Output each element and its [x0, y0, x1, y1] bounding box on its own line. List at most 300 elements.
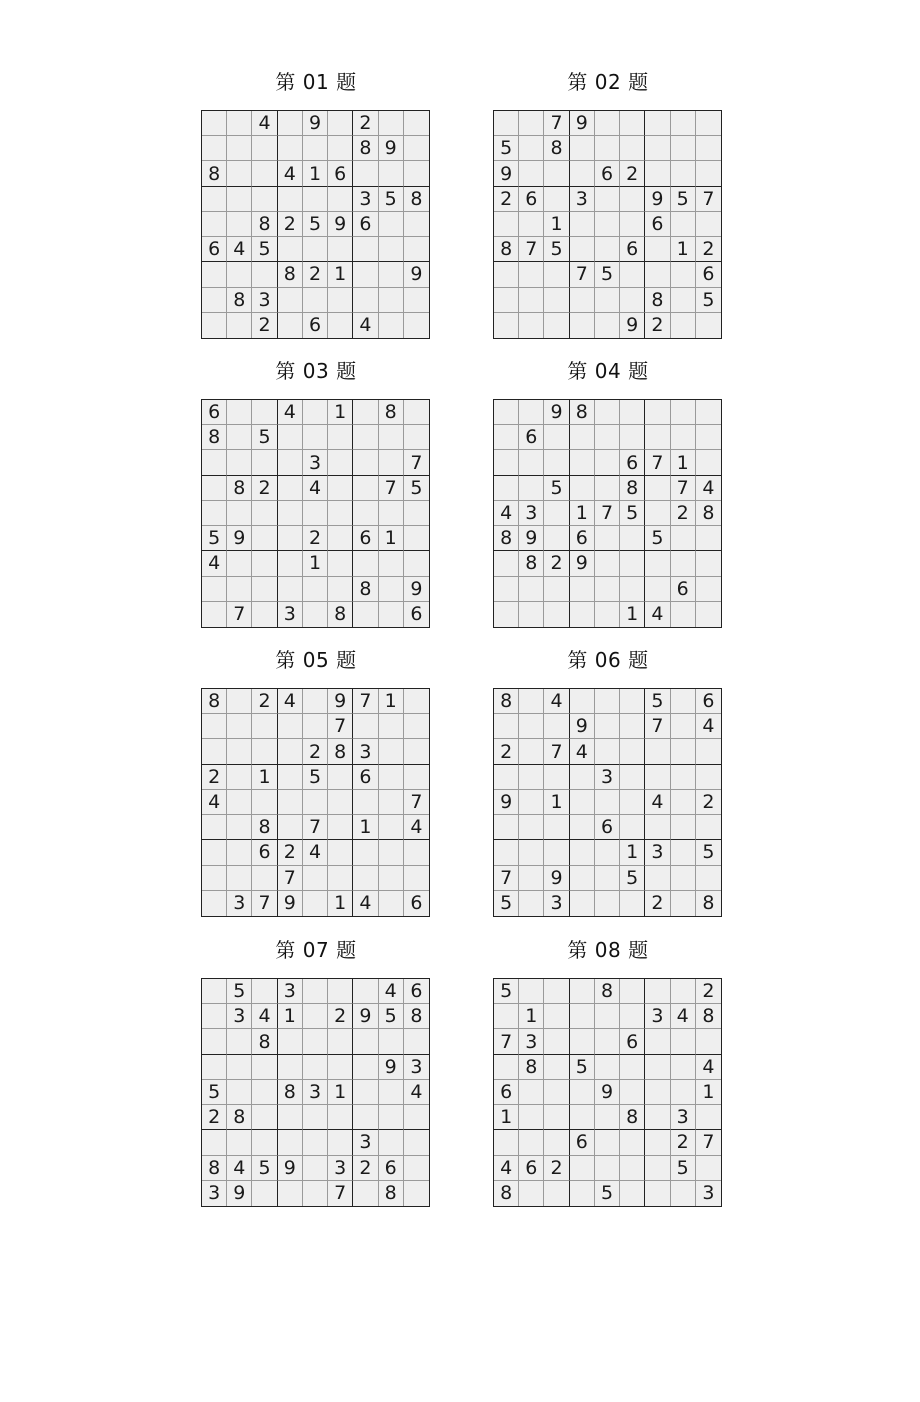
sudoku-cell: 6: [696, 262, 721, 287]
sudoku-cell: [595, 577, 620, 602]
sudoku-cell: [494, 1130, 519, 1155]
sudoku-cell: [671, 765, 696, 790]
sudoku-cell: [353, 288, 378, 313]
sudoku-cell: [303, 1181, 328, 1206]
sudoku-cell: [671, 840, 696, 865]
sudoku-cell: [353, 840, 378, 865]
sudoku-cell: [595, 476, 620, 501]
sudoku-grid: [493, 399, 722, 628]
sudoku-cell: [570, 425, 595, 450]
sudoku-cell: [252, 1105, 277, 1130]
sudoku-cell: [252, 577, 277, 602]
sudoku-cell: [671, 262, 696, 287]
sudoku-cell: [278, 551, 303, 576]
sudoku-cell: 3: [671, 1105, 696, 1130]
sudoku-cell: 2: [278, 212, 303, 237]
sudoku-cell: [696, 313, 721, 338]
sudoku-cell: [671, 815, 696, 840]
sudoku-cell: [620, 577, 645, 602]
sudoku-cell: [595, 187, 620, 212]
sudoku-cell: 9: [303, 111, 328, 136]
sudoku-cell: [519, 866, 544, 891]
sudoku-cell: [202, 815, 227, 840]
sudoku-cell: [570, 1029, 595, 1054]
sudoku-cell: [671, 313, 696, 338]
sudoku-cell: [696, 425, 721, 450]
sudoku-cell: [620, 526, 645, 551]
sudoku-cell: [494, 313, 519, 338]
sudoku-cell: [494, 602, 519, 627]
sudoku-cell: [595, 313, 620, 338]
sudoku-cell: [671, 136, 696, 161]
puzzle-title: 第 06 题: [567, 648, 649, 672]
sudoku-cell: [227, 212, 252, 237]
sudoku-cell: 3: [328, 1156, 353, 1181]
sudoku-cell: 1: [379, 526, 404, 551]
sudoku-cell: [353, 1105, 378, 1130]
sudoku-cell: [278, 187, 303, 212]
sudoku-cell: 9: [404, 577, 429, 602]
sudoku-cell: [645, 476, 670, 501]
sudoku-cell: [620, 1181, 645, 1206]
sudoku-cell: [570, 1105, 595, 1130]
sudoku-cell: [379, 425, 404, 450]
sudoku-cell: [671, 111, 696, 136]
sudoku-cell: [494, 815, 519, 840]
sudoku-cell: [328, 111, 353, 136]
sudoku-cell: [620, 1156, 645, 1181]
sudoku-cell: [303, 891, 328, 916]
sudoku-cell: [379, 450, 404, 475]
sudoku-cell: 4: [404, 1080, 429, 1105]
sudoku-cell: [353, 161, 378, 186]
sudoku-cell: 5: [494, 136, 519, 161]
sudoku-cell: [544, 450, 569, 475]
sudoku-cell: 5: [570, 1055, 595, 1080]
sudoku-cell: [570, 891, 595, 916]
sudoku-cell: 8: [328, 602, 353, 627]
sudoku-cell: [696, 866, 721, 891]
sudoku-cell: [645, 501, 670, 526]
sudoku-cell: [544, 526, 569, 551]
sudoku-cell: [519, 111, 544, 136]
sudoku-cell: [278, 1029, 303, 1054]
sudoku-cell: [620, 1130, 645, 1155]
sudoku-cell: [278, 476, 303, 501]
sudoku-cell: [379, 815, 404, 840]
sudoku-cell: 4: [379, 979, 404, 1004]
sudoku-cell: [544, 577, 569, 602]
sudoku-cell: 5: [544, 237, 569, 262]
sudoku-cell: [620, 689, 645, 714]
sudoku-cell: [696, 136, 721, 161]
sudoku-cell: [595, 1156, 620, 1181]
sudoku-cell: 1: [544, 212, 569, 237]
sudoku-cell: 4: [544, 689, 569, 714]
sudoku-cell: [252, 714, 277, 739]
sudoku-cell: 4: [278, 400, 303, 425]
sudoku-cell: [353, 1029, 378, 1054]
sudoku-cell: [494, 212, 519, 237]
sudoku-cell: 8: [353, 577, 378, 602]
sudoku-cell: 4: [404, 815, 429, 840]
sudoku-cell: [595, 1130, 620, 1155]
sudoku-cell: 4: [353, 313, 378, 338]
sudoku-cell: [519, 979, 544, 1004]
sudoku-cell: 8: [227, 1105, 252, 1130]
sudoku-cell: [519, 212, 544, 237]
sudoku-cell: 8: [202, 425, 227, 450]
sudoku-cell: 9: [570, 111, 595, 136]
sudoku-cell: 1: [696, 1080, 721, 1105]
sudoku-cell: [696, 577, 721, 602]
sudoku-cell: [278, 136, 303, 161]
sudoku-cell: [671, 400, 696, 425]
sudoku-cell: [252, 1130, 277, 1155]
sudoku-cell: [278, 288, 303, 313]
sudoku-cell: [645, 1029, 670, 1054]
sudoku-cell: [303, 187, 328, 212]
sudoku-cell: 3: [702, 1182, 715, 1205]
sudoku-cell: [202, 501, 227, 526]
sudoku-cell: 6: [202, 237, 227, 262]
sudoku-cell: 6: [494, 1080, 519, 1105]
sudoku-cell: 5: [379, 1004, 404, 1029]
sudoku-cell: [696, 551, 721, 576]
sudoku-cell: [227, 866, 252, 891]
sudoku-cell: [202, 1029, 227, 1054]
sudoku-cell: 5: [227, 979, 252, 1004]
sudoku-cell: [494, 840, 519, 865]
sudoku-cell: [519, 602, 544, 627]
sudoku-cell: [328, 237, 353, 262]
sudoku-cell: [353, 1181, 378, 1206]
sudoku-cell: [570, 161, 595, 186]
sudoku-cell: [303, 790, 328, 815]
sudoku-cell: [404, 689, 429, 714]
sudoku-cell: 2: [494, 187, 519, 212]
sudoku-cell: 8: [202, 689, 227, 714]
sudoku-cell: [328, 288, 353, 313]
sudoku-cell: 7: [227, 602, 252, 627]
sudoku-cell: [620, 400, 645, 425]
sudoku-cell: [278, 526, 303, 551]
sudoku-grid: [493, 110, 722, 339]
sudoku-cell: 9: [494, 790, 519, 815]
sudoku-cell: 3: [278, 979, 303, 1004]
sudoku-cell: [404, 765, 429, 790]
sudoku-cell: [379, 1130, 404, 1155]
sudoku-cell: 7: [278, 866, 303, 891]
sudoku-cell: 4: [696, 476, 721, 501]
sudoku-cell: [645, 815, 670, 840]
sudoku-cell: [227, 313, 252, 338]
sudoku-cell: [353, 262, 378, 287]
sudoku-cell: 8: [353, 136, 378, 161]
sudoku-cell: [645, 1105, 670, 1130]
sudoku-cell: 9: [404, 262, 429, 287]
sudoku-cell: [303, 602, 328, 627]
sudoku-cell: [570, 602, 595, 627]
sudoku-cell: [696, 161, 721, 186]
sudoku-cell: [252, 602, 277, 627]
sudoku-cell: [202, 714, 227, 739]
sudoku-cell: [645, 866, 670, 891]
sudoku-cell: 4: [303, 840, 328, 865]
sudoku-cell: 5: [696, 288, 721, 313]
sudoku-cell: [252, 187, 277, 212]
sudoku-cell: 4: [252, 1004, 277, 1029]
sudoku-cell: [645, 262, 670, 287]
sudoku-cell: [227, 187, 252, 212]
sudoku-cell: 2: [202, 765, 227, 790]
sudoku-cell: 1: [570, 501, 595, 526]
sudoku-cell: 9: [620, 313, 645, 338]
sudoku-cell: 6: [620, 1029, 645, 1054]
sudoku-cell: 3: [353, 1130, 378, 1155]
sudoku-cell: [494, 262, 519, 287]
sudoku-cell: [544, 714, 569, 739]
sudoku-cell: [519, 313, 544, 338]
sudoku-cell: 7: [303, 815, 328, 840]
sudoku-cell: [353, 790, 378, 815]
sudoku-cell: [696, 602, 721, 627]
sudoku-cell: [570, 1080, 595, 1105]
sudoku-cell: [519, 136, 544, 161]
sudoku-cell: 8: [519, 551, 544, 576]
sudoku-cell: 3: [570, 187, 595, 212]
sudoku-cell: [696, 1105, 721, 1130]
sudoku-cell: 9: [544, 866, 569, 891]
sudoku-cell: [620, 551, 645, 576]
sudoku-cell: [227, 1130, 252, 1155]
sudoku-grid: [201, 978, 430, 1207]
sudoku-cell: [671, 602, 696, 627]
sudoku-cell: [328, 136, 353, 161]
sudoku-cell: 9: [227, 526, 252, 551]
sudoku-cell: [328, 1029, 353, 1054]
sudoku-cell: 8: [227, 288, 252, 313]
sudoku-cell: [519, 262, 544, 287]
sudoku-cell: [544, 1004, 569, 1029]
sudoku-cell: 8: [252, 815, 277, 840]
sudoku-cell: 3: [544, 891, 569, 916]
sudoku-cell: [227, 450, 252, 475]
sudoku-cell: [202, 212, 227, 237]
sudoku-cell: [671, 891, 696, 916]
sudoku-cell: 2: [696, 237, 721, 262]
sudoku-cell: 7: [544, 111, 569, 136]
sudoku-cell: [544, 1029, 569, 1054]
sudoku-cell: 1: [328, 891, 353, 916]
sudoku-cell: 5: [494, 891, 519, 916]
sudoku-cell: [671, 866, 696, 891]
sudoku-cell: 2: [696, 790, 721, 815]
sudoku-cell: [595, 288, 620, 313]
sudoku-cell: [671, 790, 696, 815]
sudoku-cell: 3: [645, 1004, 670, 1029]
sudoku-cell: 2: [353, 1156, 378, 1181]
sudoku-cell: 2: [278, 840, 303, 865]
sudoku-cell: [278, 313, 303, 338]
sudoku-cell: [328, 501, 353, 526]
sudoku-cell: [519, 891, 544, 916]
sudoku-cell: [645, 136, 670, 161]
sudoku-cell: 5: [494, 979, 519, 1004]
sudoku-cell: [379, 790, 404, 815]
sudoku-cell: 7: [328, 1181, 353, 1206]
sudoku-cell: 1: [328, 262, 353, 287]
sudoku-cell: 6: [595, 161, 620, 186]
sudoku-cell: 9: [353, 1004, 378, 1029]
sudoku-cell: [595, 1029, 620, 1054]
sudoku-cell: [227, 689, 252, 714]
sudoku-cell: 8: [278, 262, 303, 287]
sudoku-cell: 3: [645, 840, 670, 865]
sudoku-cell: 8: [494, 1181, 519, 1206]
sudoku-cell: [278, 1181, 303, 1206]
sudoku-cell: [645, 1181, 670, 1206]
sudoku-cell: [671, 161, 696, 186]
sudoku-cell: 1: [671, 237, 696, 262]
sudoku-cell: 9: [570, 714, 595, 739]
sudoku-cell: 6: [570, 526, 595, 551]
sudoku-cell: [519, 689, 544, 714]
sudoku-cell: [519, 739, 544, 764]
sudoku-cell: 8: [252, 1029, 277, 1054]
sudoku-cell: [278, 739, 303, 764]
sudoku-cell: [353, 979, 378, 1004]
sudoku-cell: [202, 979, 227, 1004]
sudoku-cell: 3: [353, 187, 378, 212]
sudoku-cell: [353, 866, 378, 891]
sudoku-cell: [544, 840, 569, 865]
sudoku-cell: 3: [595, 765, 620, 790]
sudoku-cell: [404, 400, 429, 425]
sudoku-cell: [202, 187, 227, 212]
sudoku-cell: [227, 425, 252, 450]
sudoku-cell: 8: [328, 739, 353, 764]
sudoku-cell: [570, 866, 595, 891]
sudoku-cell: [379, 212, 404, 237]
sudoku-cell: [494, 288, 519, 313]
sudoku-cell: [620, 1080, 645, 1105]
sudoku-cell: [202, 577, 227, 602]
sudoku-cell: 5: [379, 187, 404, 212]
sudoku-cell: [620, 1055, 645, 1080]
sudoku-cell: 5: [303, 765, 328, 790]
sudoku-cell: 6: [353, 526, 378, 551]
sudoku-cell: 3: [252, 288, 277, 313]
sudoku-cell: 9: [278, 891, 303, 916]
sudoku-cell: 9: [645, 187, 670, 212]
sudoku-cell: 4: [303, 476, 328, 501]
sudoku-cell: [379, 714, 404, 739]
sudoku-cell: [404, 501, 429, 526]
sudoku-cell: 2: [544, 551, 569, 576]
sudoku-cell: 5: [303, 212, 328, 237]
sudoku-cell: 6: [570, 1130, 595, 1155]
sudoku-cell: 8: [519, 1055, 544, 1080]
sudoku-cell: [519, 815, 544, 840]
sudoku-cell: 8: [202, 1156, 227, 1181]
puzzle-title: 第 08 题: [567, 938, 649, 962]
sudoku-cell: 9: [328, 689, 353, 714]
sudoku-cell: [328, 1055, 353, 1080]
sudoku-cell: 7: [570, 262, 595, 287]
sudoku-cell: [278, 425, 303, 450]
sudoku-cell: 4: [202, 790, 227, 815]
sudoku-cell: 3: [353, 739, 378, 764]
sudoku-cell: [645, 237, 670, 262]
sudoku-cell: [303, 866, 328, 891]
sudoku-cell: [645, 425, 670, 450]
sudoku-cell: 4: [645, 790, 670, 815]
sudoku-cell: [227, 1055, 252, 1080]
sudoku-cell: [404, 866, 429, 891]
sudoku-cell: [404, 840, 429, 865]
sudoku-cell: 7: [696, 187, 721, 212]
sudoku-cell: [404, 136, 429, 161]
sudoku-cell: [227, 1080, 252, 1105]
sudoku-cell: [404, 1105, 429, 1130]
sudoku-cell: [353, 450, 378, 475]
sudoku-cell: [202, 1130, 227, 1155]
sudoku-cell: 4: [696, 1055, 721, 1080]
sudoku-cell: 2: [252, 689, 277, 714]
sudoku-cell: [404, 714, 429, 739]
sudoku-cell: 1: [278, 1004, 303, 1029]
sudoku-cell: [202, 476, 227, 501]
sudoku-cell: 4: [645, 602, 670, 627]
sudoku-cell: [303, 501, 328, 526]
sudoku-cell: [303, 577, 328, 602]
sudoku-grid: [493, 978, 722, 1207]
sudoku-cell: [379, 237, 404, 262]
sudoku-grid: [201, 688, 430, 917]
sudoku-cell: [252, 979, 277, 1004]
sudoku-cell: 3: [519, 501, 544, 526]
sudoku-cell: 6: [519, 1156, 544, 1181]
sudoku-cell: 9: [278, 1156, 303, 1181]
sudoku-cell: [379, 262, 404, 287]
sudoku-cell: 5: [252, 425, 277, 450]
sudoku-cell: [645, 739, 670, 764]
sudoku-cell: [278, 577, 303, 602]
sudoku-cell: 9: [379, 136, 404, 161]
sudoku-cell: [404, 551, 429, 576]
sudoku-cell: [379, 161, 404, 186]
sudoku-cell: [328, 840, 353, 865]
sudoku-cell: 9: [544, 400, 569, 425]
sudoku-cell: [570, 577, 595, 602]
sudoku-cell: 6: [353, 212, 378, 237]
sudoku-cell: [620, 790, 645, 815]
sudoku-cell: [544, 815, 569, 840]
sudoku-cell: [303, 979, 328, 1004]
sudoku-cell: [544, 979, 569, 1004]
sudoku-cell: [353, 1080, 378, 1105]
sudoku-cell: 6: [379, 1156, 404, 1181]
sudoku-cell: [570, 815, 595, 840]
sudoku-cell: [570, 476, 595, 501]
sudoku-cell: [671, 526, 696, 551]
sudoku-cell: 8: [494, 526, 519, 551]
sudoku-cell: 8: [404, 187, 429, 212]
sudoku-cell: 6: [696, 689, 721, 714]
sudoku-cell: [595, 866, 620, 891]
sudoku-cell: [494, 551, 519, 576]
